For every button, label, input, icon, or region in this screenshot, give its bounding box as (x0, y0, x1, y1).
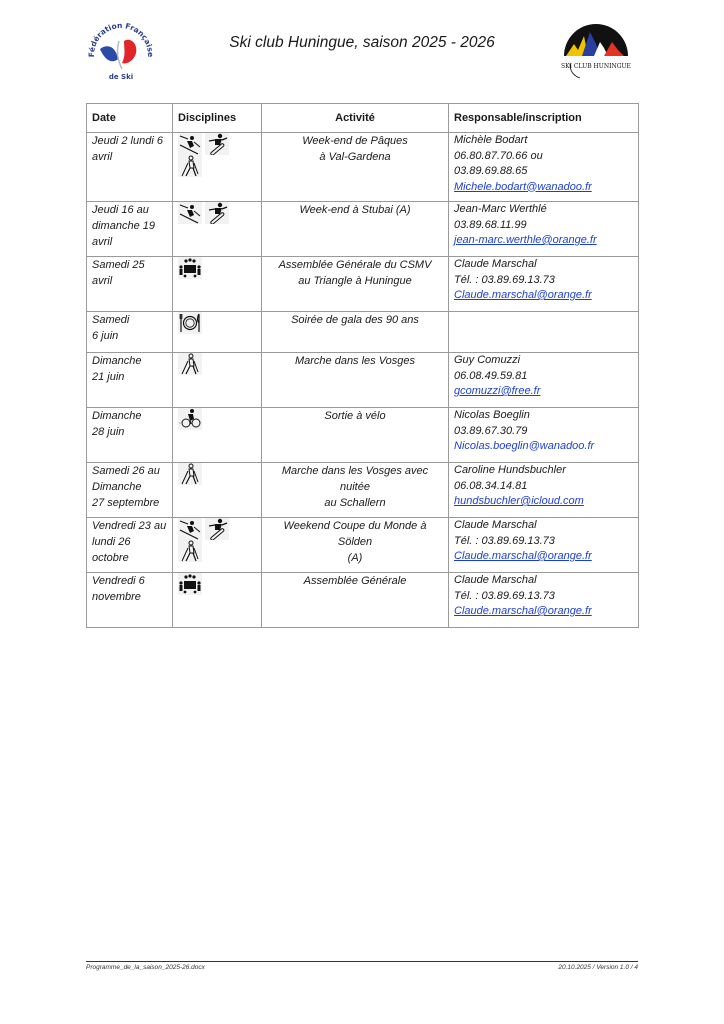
contact-email-link[interactable]: jean-marc.werthle@orange.fr (454, 234, 597, 246)
table-row (87, 353, 639, 408)
responsible-cell (449, 408, 639, 463)
contact-name: Guy Comuzzi (454, 354, 521, 366)
activity-line: Week-end à Stubai (A) (299, 204, 411, 216)
header-responsible: Responsable/inscription (449, 104, 639, 133)
contact-email-link[interactable]: hundsbuchler@icloud.com (454, 495, 584, 507)
table-row (87, 312, 639, 353)
contact-name: Caroline Hundsbuchler (454, 464, 566, 476)
contact-email-link[interactable]: Nicolas.boeglin@wanadoo.fr (454, 440, 595, 452)
table-row (87, 463, 639, 518)
date-line: 6 juin (92, 330, 119, 342)
disciplines-cell (173, 202, 262, 257)
ffs-logo-text: Fédération Française (86, 20, 156, 58)
responsible-cell (449, 353, 639, 408)
date-line: lundi 26 (92, 536, 131, 548)
disciplines-cell (173, 573, 262, 628)
date-cell (87, 312, 173, 353)
disciplines-cell (173, 312, 262, 353)
activity-cell (262, 257, 449, 312)
meeting-icon (178, 573, 202, 595)
disciplines-cell (173, 133, 262, 202)
date-cell (87, 202, 173, 257)
date-cell (87, 257, 173, 312)
activity-line: au Schallern (324, 497, 386, 509)
responsible-cell (449, 312, 639, 353)
footer-version: 20.10.2025 / Version 1.0 / 4 (558, 964, 638, 971)
date-line: Samedi 26 au (92, 465, 160, 477)
activity-cell (262, 353, 449, 408)
nordic-walking-icon (178, 540, 202, 562)
contact-phone: 03.89.67.30.79 (454, 424, 528, 437)
activity-line: Soirée de gala des 90 ans (291, 314, 419, 326)
activity-line: Assemblée Générale (303, 575, 407, 587)
header-activity: Activité (262, 104, 449, 133)
activity-cell (262, 573, 449, 628)
date-cell (87, 408, 173, 463)
date-line: octobre (92, 552, 129, 564)
snowboard-icon (205, 133, 229, 155)
contact-phone: 06.80.87.70.66 ou (454, 149, 543, 162)
responsible-cell (449, 202, 639, 257)
table-row (87, 202, 639, 257)
contact-email-link[interactable]: gcomuzzi@free.fr (454, 385, 541, 397)
snowboard-icon (205, 202, 229, 224)
date-line: dimanche 19 (92, 220, 155, 232)
date-line: Jeudi 2 lundi 6 (92, 135, 163, 147)
responsible-cell (449, 257, 639, 312)
activity-line: au Triangle à Huningue (298, 275, 412, 287)
header-disciplines: Disciplines (173, 104, 262, 133)
contact-name: Nicolas Boeglin (454, 409, 530, 421)
table-row (87, 133, 639, 202)
meeting-icon (178, 257, 202, 279)
program-table (86, 103, 639, 628)
responsible-cell (449, 573, 639, 628)
responsible-cell (449, 518, 639, 573)
date-cell (87, 353, 173, 408)
nordic-walking-icon (178, 463, 202, 485)
table-row (87, 257, 639, 312)
club-logo (560, 20, 632, 92)
responsible-cell (449, 133, 639, 202)
disciplines-cell (173, 408, 262, 463)
date-line: Dimanche (92, 481, 142, 493)
responsible-cell (449, 463, 639, 518)
disciplines-cell (173, 353, 262, 408)
contact-phone: 06.08.49.59.81 (454, 369, 528, 382)
activity-line: Weekend Coupe du Monde à Sölden (283, 520, 427, 548)
date-cell (87, 518, 173, 573)
contact-name: Jean-Marc Werthlé (454, 203, 547, 215)
activity-cell (262, 312, 449, 353)
contact-name: Claude Marschal (454, 519, 537, 531)
nordic-walking-icon (178, 155, 202, 177)
footer-filename: Programme_de_la_saison_2025-26.docx (86, 964, 205, 971)
activity-cell (262, 408, 449, 463)
contact-name: Claude Marschal (454, 258, 537, 270)
contact-name: Claude Marschal (454, 574, 537, 586)
date-line: avril (92, 151, 113, 163)
activity-line: Marche dans les Vosges avec nuitée (281, 465, 429, 493)
contact-email-link[interactable]: Claude.marschal@orange.fr (454, 605, 592, 617)
activity-line: Marche dans les Vosges (294, 355, 416, 367)
date-line: Vendredi 6 (92, 575, 145, 587)
activity-cell (262, 202, 449, 257)
activity-line: Sortie à vélo (324, 410, 386, 422)
activity-cell (262, 133, 449, 202)
footer-divider (86, 961, 638, 962)
alpine-ski-icon (178, 518, 202, 540)
activity-cell (262, 463, 449, 518)
date-line: Dimanche (92, 355, 142, 367)
header-date: Date (87, 104, 173, 133)
date-line: 21 juin (92, 371, 125, 383)
date-line: Jeudi 16 au (92, 204, 149, 216)
activity-line: (A) (347, 552, 363, 564)
date-cell (87, 573, 173, 628)
date-line: avril (92, 236, 113, 248)
club-logo-text: SKI CLUB HUNINGUE (561, 63, 631, 70)
date-line: Dimanche (92, 410, 142, 422)
date-line: Samedi (92, 314, 130, 326)
ffs-logo-subtext: de Ski (108, 73, 134, 81)
date-line: avril (92, 275, 113, 287)
date-line: Samedi 25 (92, 259, 145, 271)
activity-line: Week-end de Pâques (302, 135, 408, 147)
cycling-icon (178, 408, 202, 430)
contact-phone: 03.89.68.11.99 (454, 218, 527, 231)
date-line: 27 septembre (92, 497, 160, 509)
contact-phone: Tél. : 03.89.69.13.73 (454, 534, 555, 547)
disciplines-cell (173, 518, 262, 573)
activity-line: à Val-Gardena (319, 151, 391, 163)
contact-phone: 03.89.69.88.65 (454, 165, 528, 177)
table-row (87, 573, 639, 628)
date-cell (87, 463, 173, 518)
contact-email-link[interactable]: Claude.marschal@orange.fr (454, 289, 592, 301)
disciplines-cell (173, 257, 262, 312)
snowboard-icon (205, 518, 229, 540)
table-row (87, 408, 639, 463)
contact-email-link[interactable]: Claude.marschal@orange.fr (454, 550, 592, 562)
date-line: 28 juin (92, 426, 125, 438)
nordic-walking-icon (178, 353, 202, 375)
dining-icon (178, 312, 202, 334)
contact-email-link[interactable]: Michele.bodart@wanadoo.fr (454, 180, 592, 193)
activity-line: Assemblée Générale du CSMV (278, 259, 432, 271)
date-line: novembre (92, 591, 141, 603)
alpine-ski-icon (178, 202, 202, 224)
contact-name: Michèle Bodart (454, 134, 528, 146)
date-cell (87, 133, 173, 202)
table-row (87, 518, 639, 573)
contact-phone: Tél. : 03.89.69.13.73 (454, 589, 555, 602)
page-title: Ski club Huningue, saison 2025 - 2026 (229, 34, 495, 51)
ffs-logo (86, 19, 156, 85)
activity-cell (262, 518, 449, 573)
date-line: Vendredi 23 au (92, 520, 167, 532)
contact-phone: Tél. : 03.89.69.13.73 (454, 273, 555, 286)
table-header-row (87, 104, 639, 133)
disciplines-cell (173, 463, 262, 518)
alpine-ski-icon (178, 133, 202, 155)
contact-phone: 06.08.34.14.81 (454, 479, 528, 492)
